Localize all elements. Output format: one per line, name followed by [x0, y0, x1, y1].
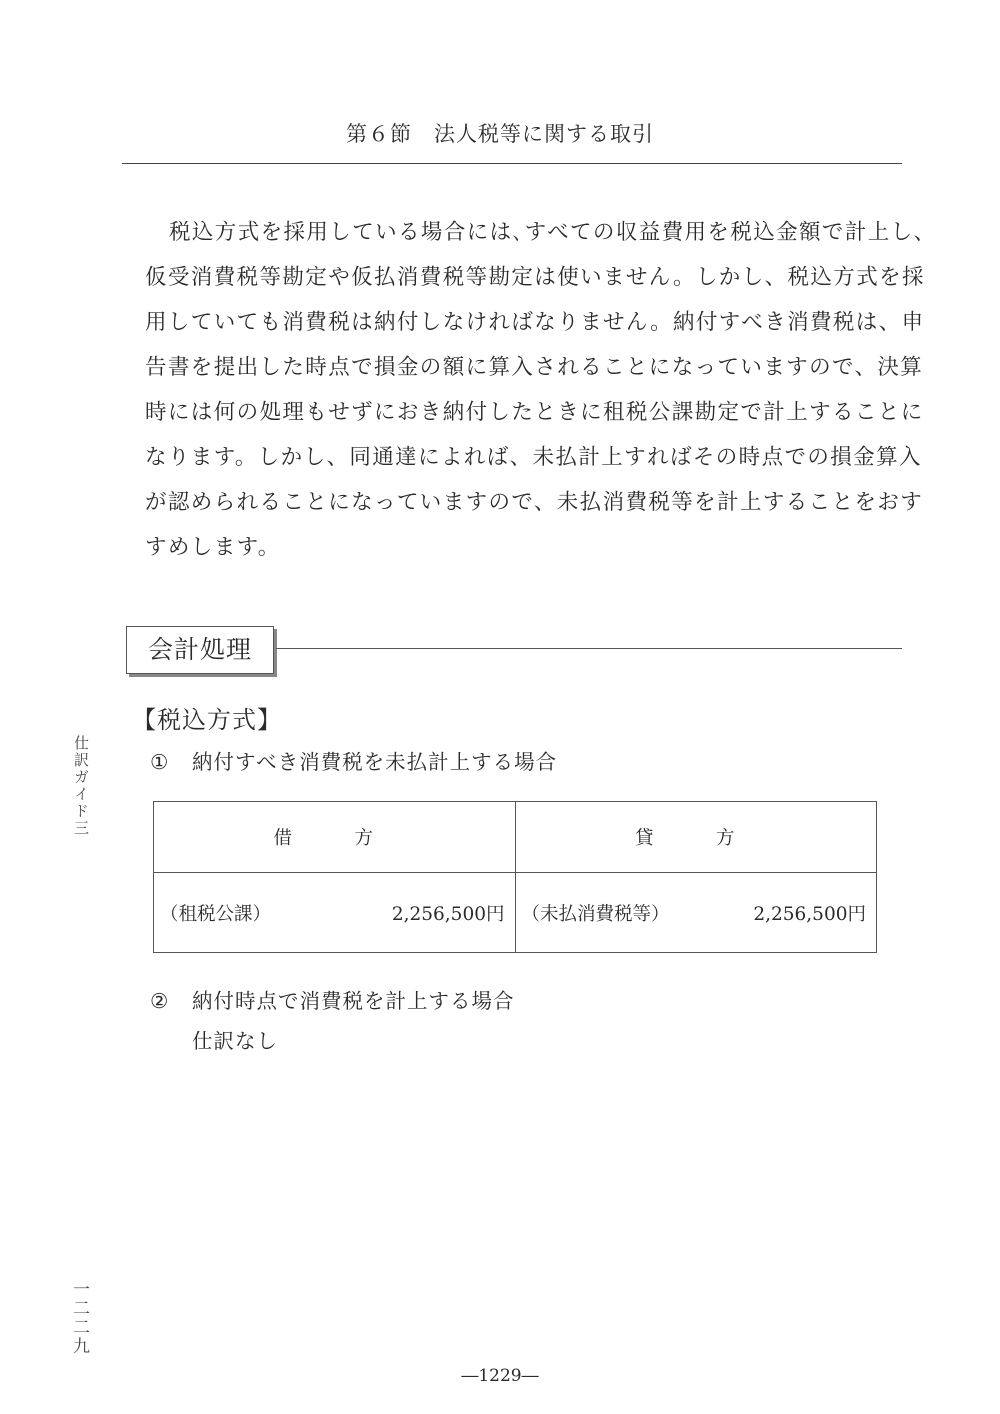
body-paragraph	[145, 210, 937, 570]
sub-heading: 【税込方式】	[132, 706, 282, 734]
case-2-note: 仕訳なし	[192, 1029, 278, 1053]
case-number: ②	[150, 989, 170, 1013]
debit-amount: 2,256,500円	[391, 903, 505, 925]
case-text: 納付時点で消費税を計上する場合	[192, 989, 515, 1013]
section-heading: 会計処理	[126, 626, 274, 674]
case-2	[150, 984, 515, 1014]
paragraph-line: が認められることになっていますので、未払消費税等を計上することをおす	[145, 490, 924, 515]
credit-cell	[515, 873, 877, 953]
paragraph-line: 用していても消費税は納付しなければなりません。納付すべき消費税は、申	[145, 310, 925, 335]
debit-cell	[154, 873, 516, 953]
page-number: ―1229―	[461, 1366, 539, 1386]
side-page-number: 一二二九	[69, 1280, 89, 1356]
paragraph-line: すめします。	[145, 535, 281, 560]
side-label: 仕訳ガイド三	[72, 735, 90, 837]
paragraph-line: 仮受消費税等勘定や仮払消費税等勘定は使いません。しかし、税込方式を採	[145, 265, 925, 290]
section-number: 第６節	[346, 122, 412, 146]
paragraph-line: 時には何の処理もせずにおき納付したときに租税公課勘定で計上することに	[145, 400, 924, 425]
credit-account: （未払消費税等）	[521, 903, 670, 925]
case-text: 納付すべき消費税を未払計上する場合	[192, 750, 558, 774]
page-header	[0, 118, 1000, 148]
debit-account: （租税公課）	[160, 903, 272, 925]
paragraph-line: 税込方式を採用している場合には､すべての収益費用を税込金額で計上し、	[169, 220, 937, 245]
case-1	[150, 745, 557, 775]
section-title: 法人税等に関する取引	[434, 122, 654, 146]
debit-header: 借 方	[154, 802, 516, 873]
header-divider	[122, 163, 902, 164]
credit-amount: 2,256,500円	[753, 903, 866, 925]
section-divider	[276, 648, 902, 649]
journal-entry-table	[153, 801, 877, 953]
paragraph-line: 告書を提出した時点で損金の額に算入されることになっていますので、決算	[145, 355, 924, 380]
paragraph-line: なります。しかし、同通達によれば、未払計上すればその時点での損金算入	[145, 445, 922, 470]
case-number: ①	[150, 750, 170, 774]
credit-header: 貸 方	[515, 802, 877, 873]
